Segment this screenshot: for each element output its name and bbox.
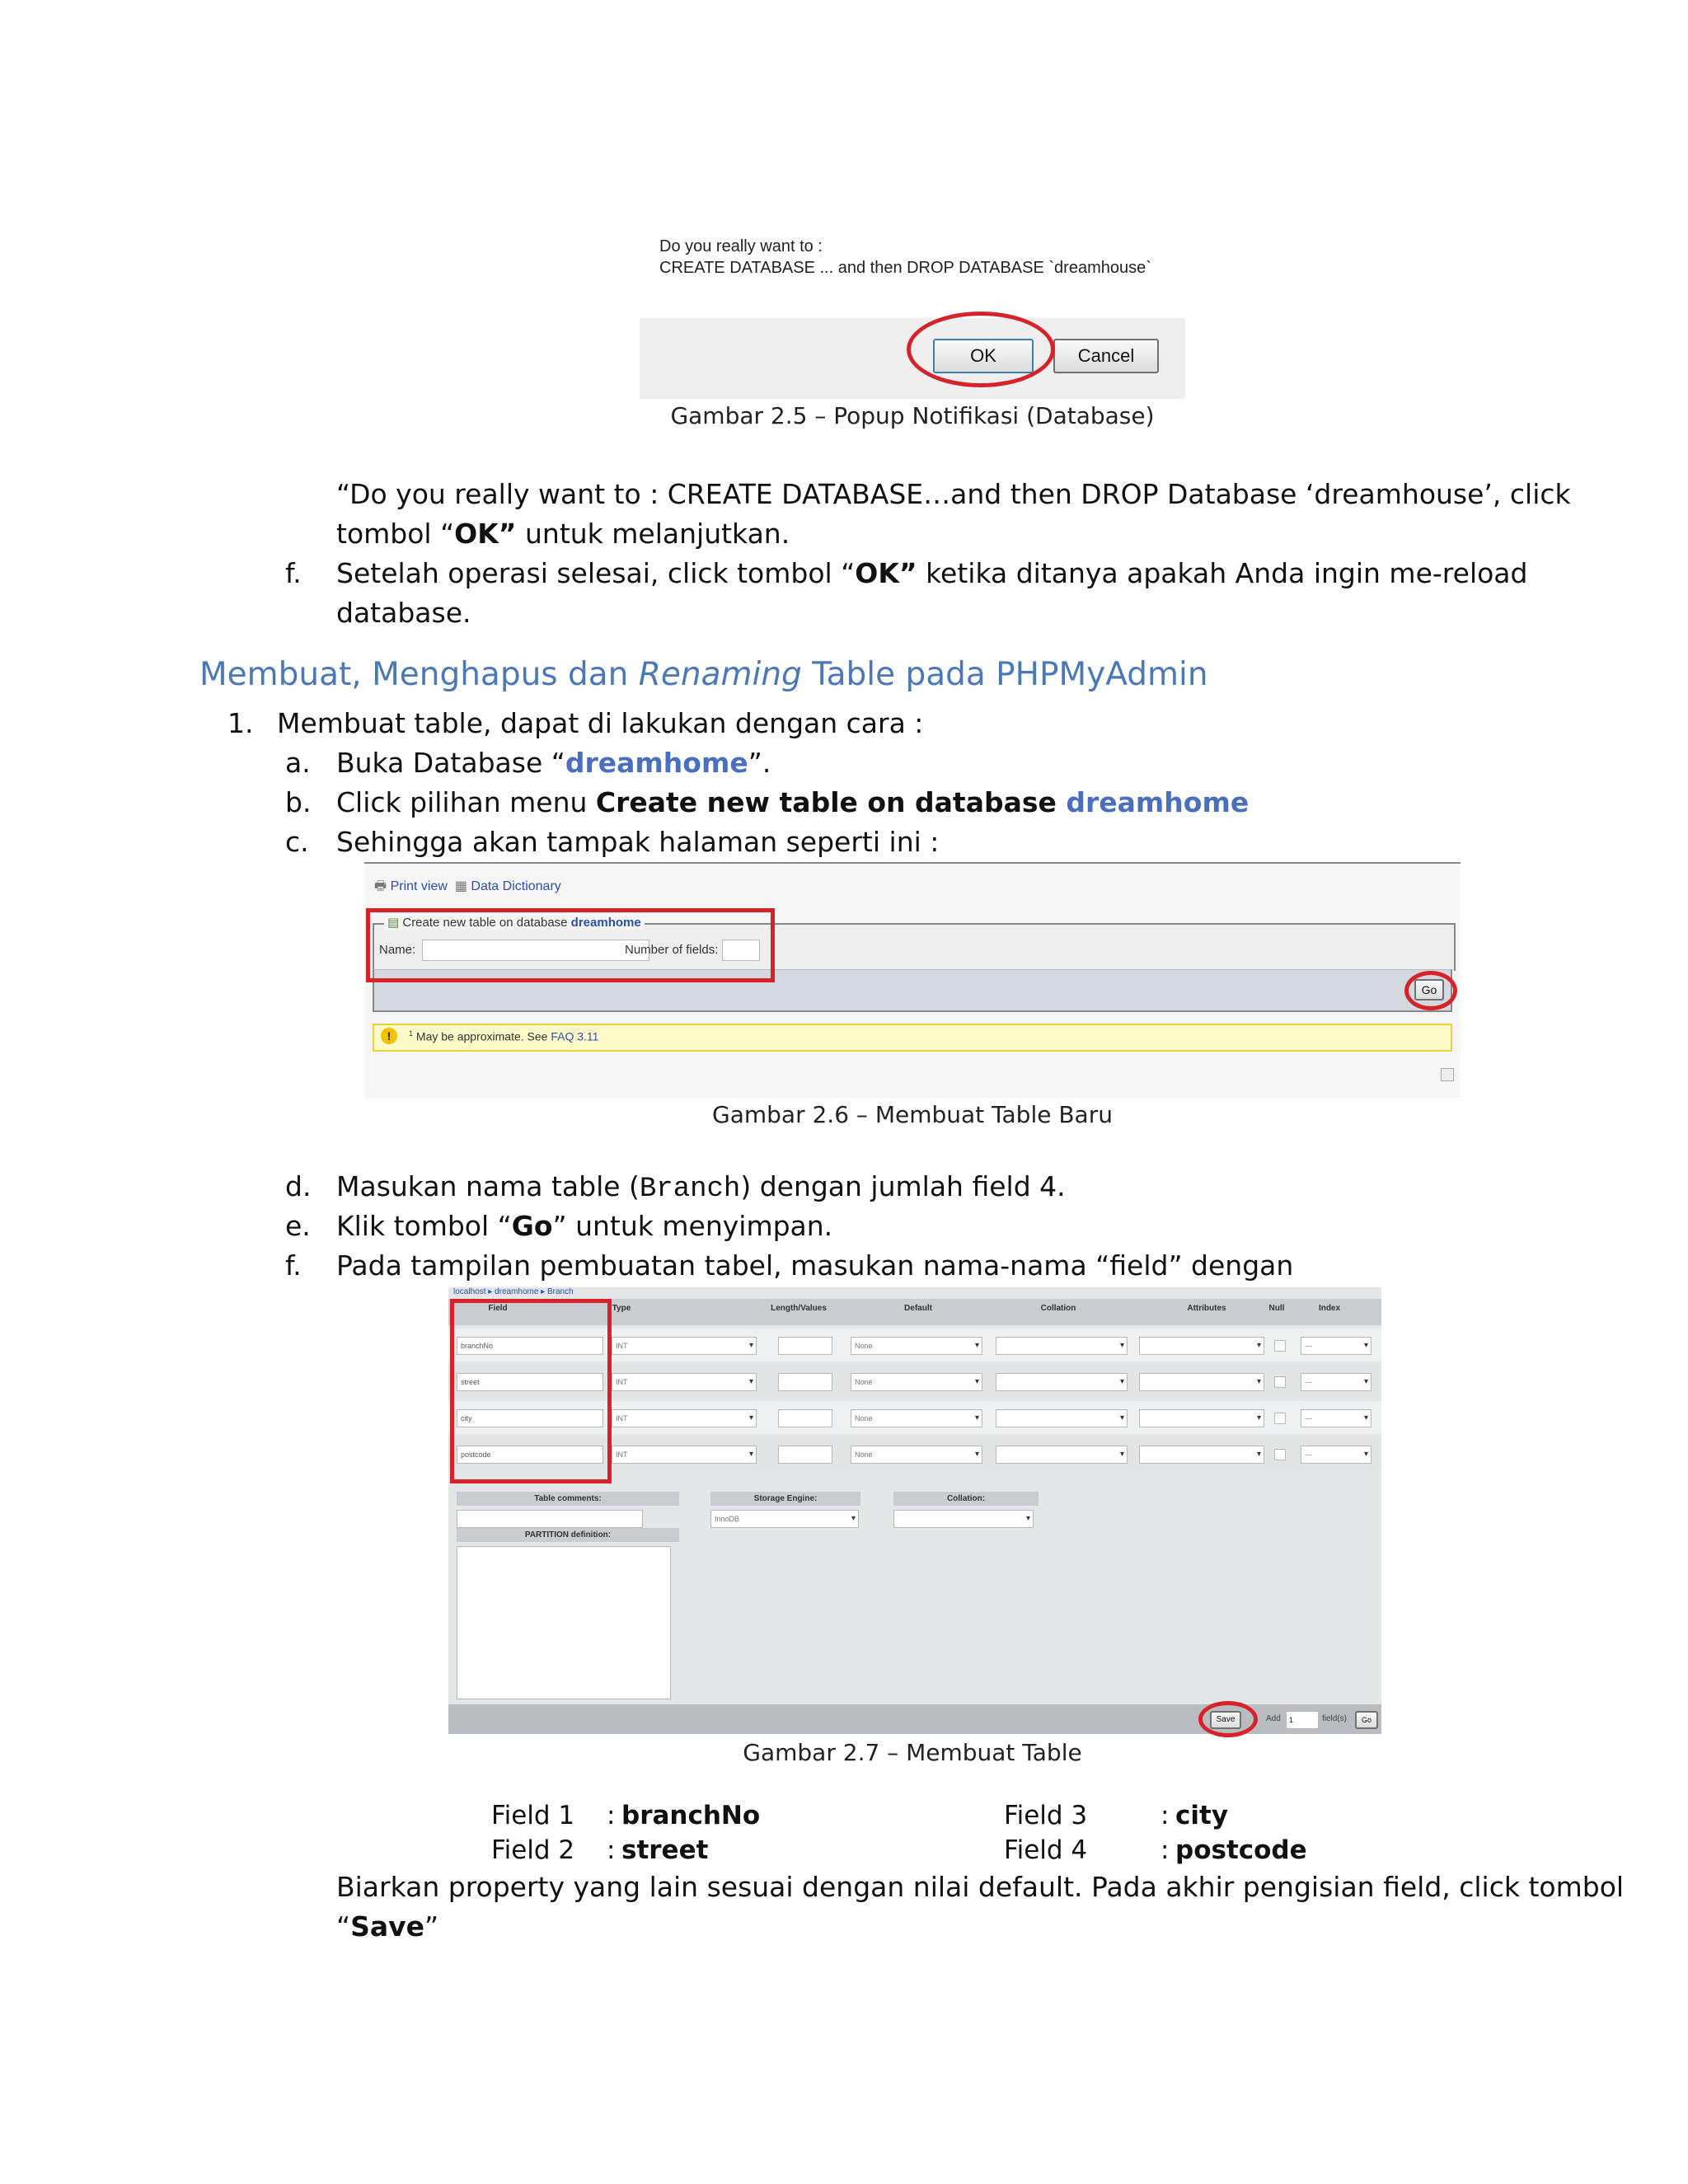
type-select[interactable]: INT ▾ (612, 1373, 757, 1391)
ok-bold: OK” (855, 557, 917, 589)
attributes-select[interactable] (1139, 1337, 1264, 1355)
save-button[interactable]: Save (1210, 1711, 1241, 1729)
text: Masukan nama table ( (336, 1170, 640, 1202)
popup-message-line2: CREATE DATABASE ... and then DROP DATABASE `dreamhouse` (659, 259, 1151, 277)
add-go-button[interactable]: Go (1355, 1711, 1378, 1729)
top-links (374, 877, 561, 899)
go-button[interactable]: Go (1414, 979, 1444, 1001)
paragraph-line-2 (336, 514, 1507, 554)
table-comments-label: Table comments: (457, 1492, 679, 1506)
text: Setelah operasi selesai, click tombol “ (336, 557, 856, 589)
col-header-type: Type (612, 1304, 631, 1313)
collation-select[interactable] (996, 1409, 1128, 1427)
field-column-highlight (450, 1299, 612, 1483)
table-collation-select[interactable] (893, 1510, 1034, 1528)
field-name-input[interactable]: street (457, 1373, 603, 1391)
col-header-field: Field (488, 1304, 508, 1313)
text: tombol “ (336, 518, 455, 550)
cancel-button[interactable]: Cancel (1053, 339, 1159, 373)
text: “ (336, 1910, 351, 1943)
add-fields-label: field(s) (1322, 1714, 1348, 1723)
type-select[interactable]: INT ▾ (612, 1409, 757, 1427)
list-item-b (336, 783, 1249, 823)
text: ) dengan jumlah field 4. (740, 1170, 1066, 1202)
add-label: Add (1266, 1714, 1281, 1723)
collation-select[interactable] (996, 1373, 1128, 1391)
paragraph-confirm-text (336, 475, 1571, 554)
default-select[interactable]: None ▾ (851, 1409, 982, 1427)
field-name-input[interactable]: city (457, 1409, 603, 1427)
storage-engine-select[interactable]: InnoDB ▾ (710, 1510, 859, 1528)
faq-link[interactable]: FAQ 3.11 (551, 1029, 599, 1043)
fields-label: Number of fields: (625, 943, 719, 957)
figure-caption-2-7: Gambar 2.7 – Membuat Table (743, 1739, 1082, 1766)
col-header-index: Index (1318, 1304, 1341, 1313)
go-highlight-circle (1404, 971, 1457, 1010)
text: Click pilihan menu (336, 786, 596, 818)
legend-db-link[interactable]: dreamhome (570, 916, 641, 930)
attributes-select[interactable] (1139, 1373, 1264, 1391)
final-line-1: Biarkan property yang lain sesuai dengan nilai default. Pada akhir pengisian field, click tombol (336, 1871, 1625, 1903)
list-marker-a: a. (285, 747, 311, 779)
col-header-collation: Collation (1040, 1304, 1076, 1313)
field-name-input[interactable]: postcode (457, 1446, 603, 1464)
create-highlight-box (366, 908, 775, 982)
index-select[interactable]: --- ▾ (1301, 1409, 1372, 1427)
partition-textarea[interactable] (457, 1546, 671, 1699)
notice-sup: 1 (409, 1029, 414, 1038)
scroll-corner (1441, 1068, 1454, 1081)
ok-bold: OK” (454, 518, 517, 550)
final-line-2 (336, 1907, 1672, 1947)
text: May be approximate. See (415, 1029, 551, 1043)
popup-message-line1: Do you really want to : (659, 237, 823, 255)
field-3-label: Field 3 (1004, 1801, 1088, 1830)
print-icon: 🖶 (374, 879, 387, 893)
name-label: Name: (379, 943, 416, 957)
print-view-link[interactable]: Print view (390, 879, 448, 893)
create-table-figure (364, 862, 1461, 1098)
index-select[interactable]: --- ▾ (1301, 1337, 1372, 1355)
field-1-value: branchNo (621, 1801, 761, 1830)
list-item-c: Sehingga akan tampak halaman seperti ini : (336, 826, 940, 858)
field-2-sep: : (607, 1835, 616, 1865)
text: Klik tombol “ (336, 1210, 512, 1242)
menu-bold: Create new table on database (595, 786, 1067, 818)
table-comments-input[interactable] (457, 1510, 643, 1528)
field-name-input[interactable]: branchNo (457, 1337, 603, 1355)
null-checkbox[interactable] (1274, 1449, 1286, 1460)
figure-caption-2-6: Gambar 2.6 – Membuat Table Baru (712, 1101, 1113, 1128)
field-1-sep: : (607, 1801, 616, 1830)
table-collation-label: Collation: (893, 1492, 1039, 1506)
list-item-e (336, 1207, 832, 1246)
col-header-length: Length/Values (771, 1304, 827, 1313)
breadcrumb-db[interactable]: dreamhome (495, 1287, 539, 1296)
list-item-d (336, 1167, 1066, 1209)
list-item-a (336, 743, 771, 783)
text: Buka Database “ (336, 747, 565, 779)
null-checkbox[interactable] (1274, 1413, 1286, 1424)
notice-text (409, 1029, 598, 1043)
text: untuk melanjutkan. (516, 518, 790, 550)
text: ” untuk menyimpan. (552, 1210, 833, 1242)
field-4-label: Field 4 (1004, 1835, 1088, 1865)
dreamhome-link[interactable]: dreamhome (1066, 786, 1250, 818)
table-name-mono: Branch (639, 1174, 741, 1205)
heading-italic: Renaming (638, 656, 802, 693)
save-highlight-circle (1198, 1701, 1258, 1737)
paragraph-line-1: “Do you really want to : CREATE DATABASE…and then DROP Database ‘dreamhouse’, click (336, 478, 1571, 510)
add-count-input[interactable]: 1 (1286, 1711, 1319, 1729)
field-2-value: street (621, 1835, 709, 1865)
list-marker-d: d. (285, 1170, 312, 1202)
dictionary-icon: ▦ (454, 879, 467, 893)
breadcrumb-server[interactable]: localhost (453, 1287, 486, 1296)
heading-part-1: Membuat, Menghapus dan (199, 656, 639, 693)
field-4-sep: : (1160, 1835, 1170, 1865)
text: ”. (748, 747, 771, 779)
table-structure-figure (448, 1287, 1381, 1734)
list-item-1: Membuat table, dapat di lakukan dengan cara : (277, 707, 924, 739)
figure-caption-2-5: Gambar 2.5 – Popup Notifikasi (Database) (670, 402, 1155, 429)
ok-highlight-circle (907, 312, 1055, 387)
length-input[interactable] (778, 1337, 832, 1355)
field-3-value: city (1175, 1801, 1229, 1830)
heading-part-2: Table pada PHPMyAdmin (801, 656, 1208, 693)
warning-icon: ! (381, 1028, 397, 1044)
null-checkbox[interactable] (1274, 1376, 1286, 1388)
col-header-default: Default (904, 1304, 932, 1313)
step-f-line-1 (336, 554, 1528, 593)
length-input[interactable] (778, 1446, 832, 1464)
collation-select[interactable] (996, 1337, 1128, 1355)
step-f-line-2: database. (336, 597, 471, 629)
section-heading (199, 656, 1208, 693)
attributes-select[interactable] (1139, 1409, 1264, 1427)
confirm-popup-figure (640, 227, 1185, 399)
final-paragraph (336, 1868, 1672, 1947)
table-add-icon: ▤ (387, 916, 400, 930)
attributes-select[interactable] (1139, 1446, 1264, 1464)
index-select[interactable]: --- ▾ (1301, 1446, 1372, 1464)
step-f-reload (336, 554, 1528, 633)
list-marker-c: c. (285, 826, 309, 858)
list-item-f2: Pada tampilan pembuatan tabel, masukan nama-nama “field” dengan (336, 1249, 1294, 1282)
default-select[interactable]: None ▾ (851, 1337, 982, 1355)
col-header-attributes: Attributes (1187, 1304, 1226, 1313)
field-1-label: Field 1 (491, 1801, 575, 1830)
storage-engine-label: Storage Engine: (710, 1492, 860, 1506)
collation-select[interactable] (996, 1446, 1128, 1464)
list-marker-f2: f. (285, 1249, 302, 1282)
breadcrumb-table[interactable]: Branch (546, 1287, 574, 1296)
ok-button[interactable]: OK (933, 339, 1034, 373)
legend-text: Create new table on database (402, 916, 571, 930)
length-input[interactable] (778, 1409, 832, 1427)
list-marker-e: e. (285, 1210, 311, 1242)
index-select[interactable]: --- ▾ (1301, 1373, 1372, 1391)
field-3-sep: : (1160, 1801, 1170, 1830)
null-checkbox[interactable] (1274, 1340, 1286, 1352)
default-select[interactable]: None ▾ (851, 1373, 982, 1391)
partition-label: PARTITION definition: (457, 1528, 679, 1542)
list-marker-1: 1. (227, 707, 254, 739)
type-select[interactable]: INT ▾ (612, 1337, 757, 1355)
dreamhome-link[interactable]: dreamhome (565, 747, 748, 779)
default-select[interactable]: None ▾ (851, 1446, 982, 1464)
list-marker-f: f. (285, 557, 302, 589)
data-dictionary-link[interactable]: Data Dictionary (471, 879, 561, 893)
save-bold: Save (350, 1910, 425, 1943)
text: ” (424, 1910, 439, 1943)
breadcrumb: localhost ▸ dreamhome ▸ Branch (453, 1287, 574, 1296)
list-marker-b: b. (285, 786, 312, 818)
col-header-null: Null (1268, 1304, 1285, 1313)
type-select[interactable]: INT ▾ (612, 1446, 757, 1464)
go-bold: Go (511, 1210, 553, 1242)
text: ketika ditanya apakah Anda ingin me-reload (917, 557, 1528, 589)
length-input[interactable] (778, 1373, 832, 1391)
field-4-value: postcode (1175, 1835, 1307, 1865)
field-2-label: Field 2 (491, 1835, 575, 1865)
